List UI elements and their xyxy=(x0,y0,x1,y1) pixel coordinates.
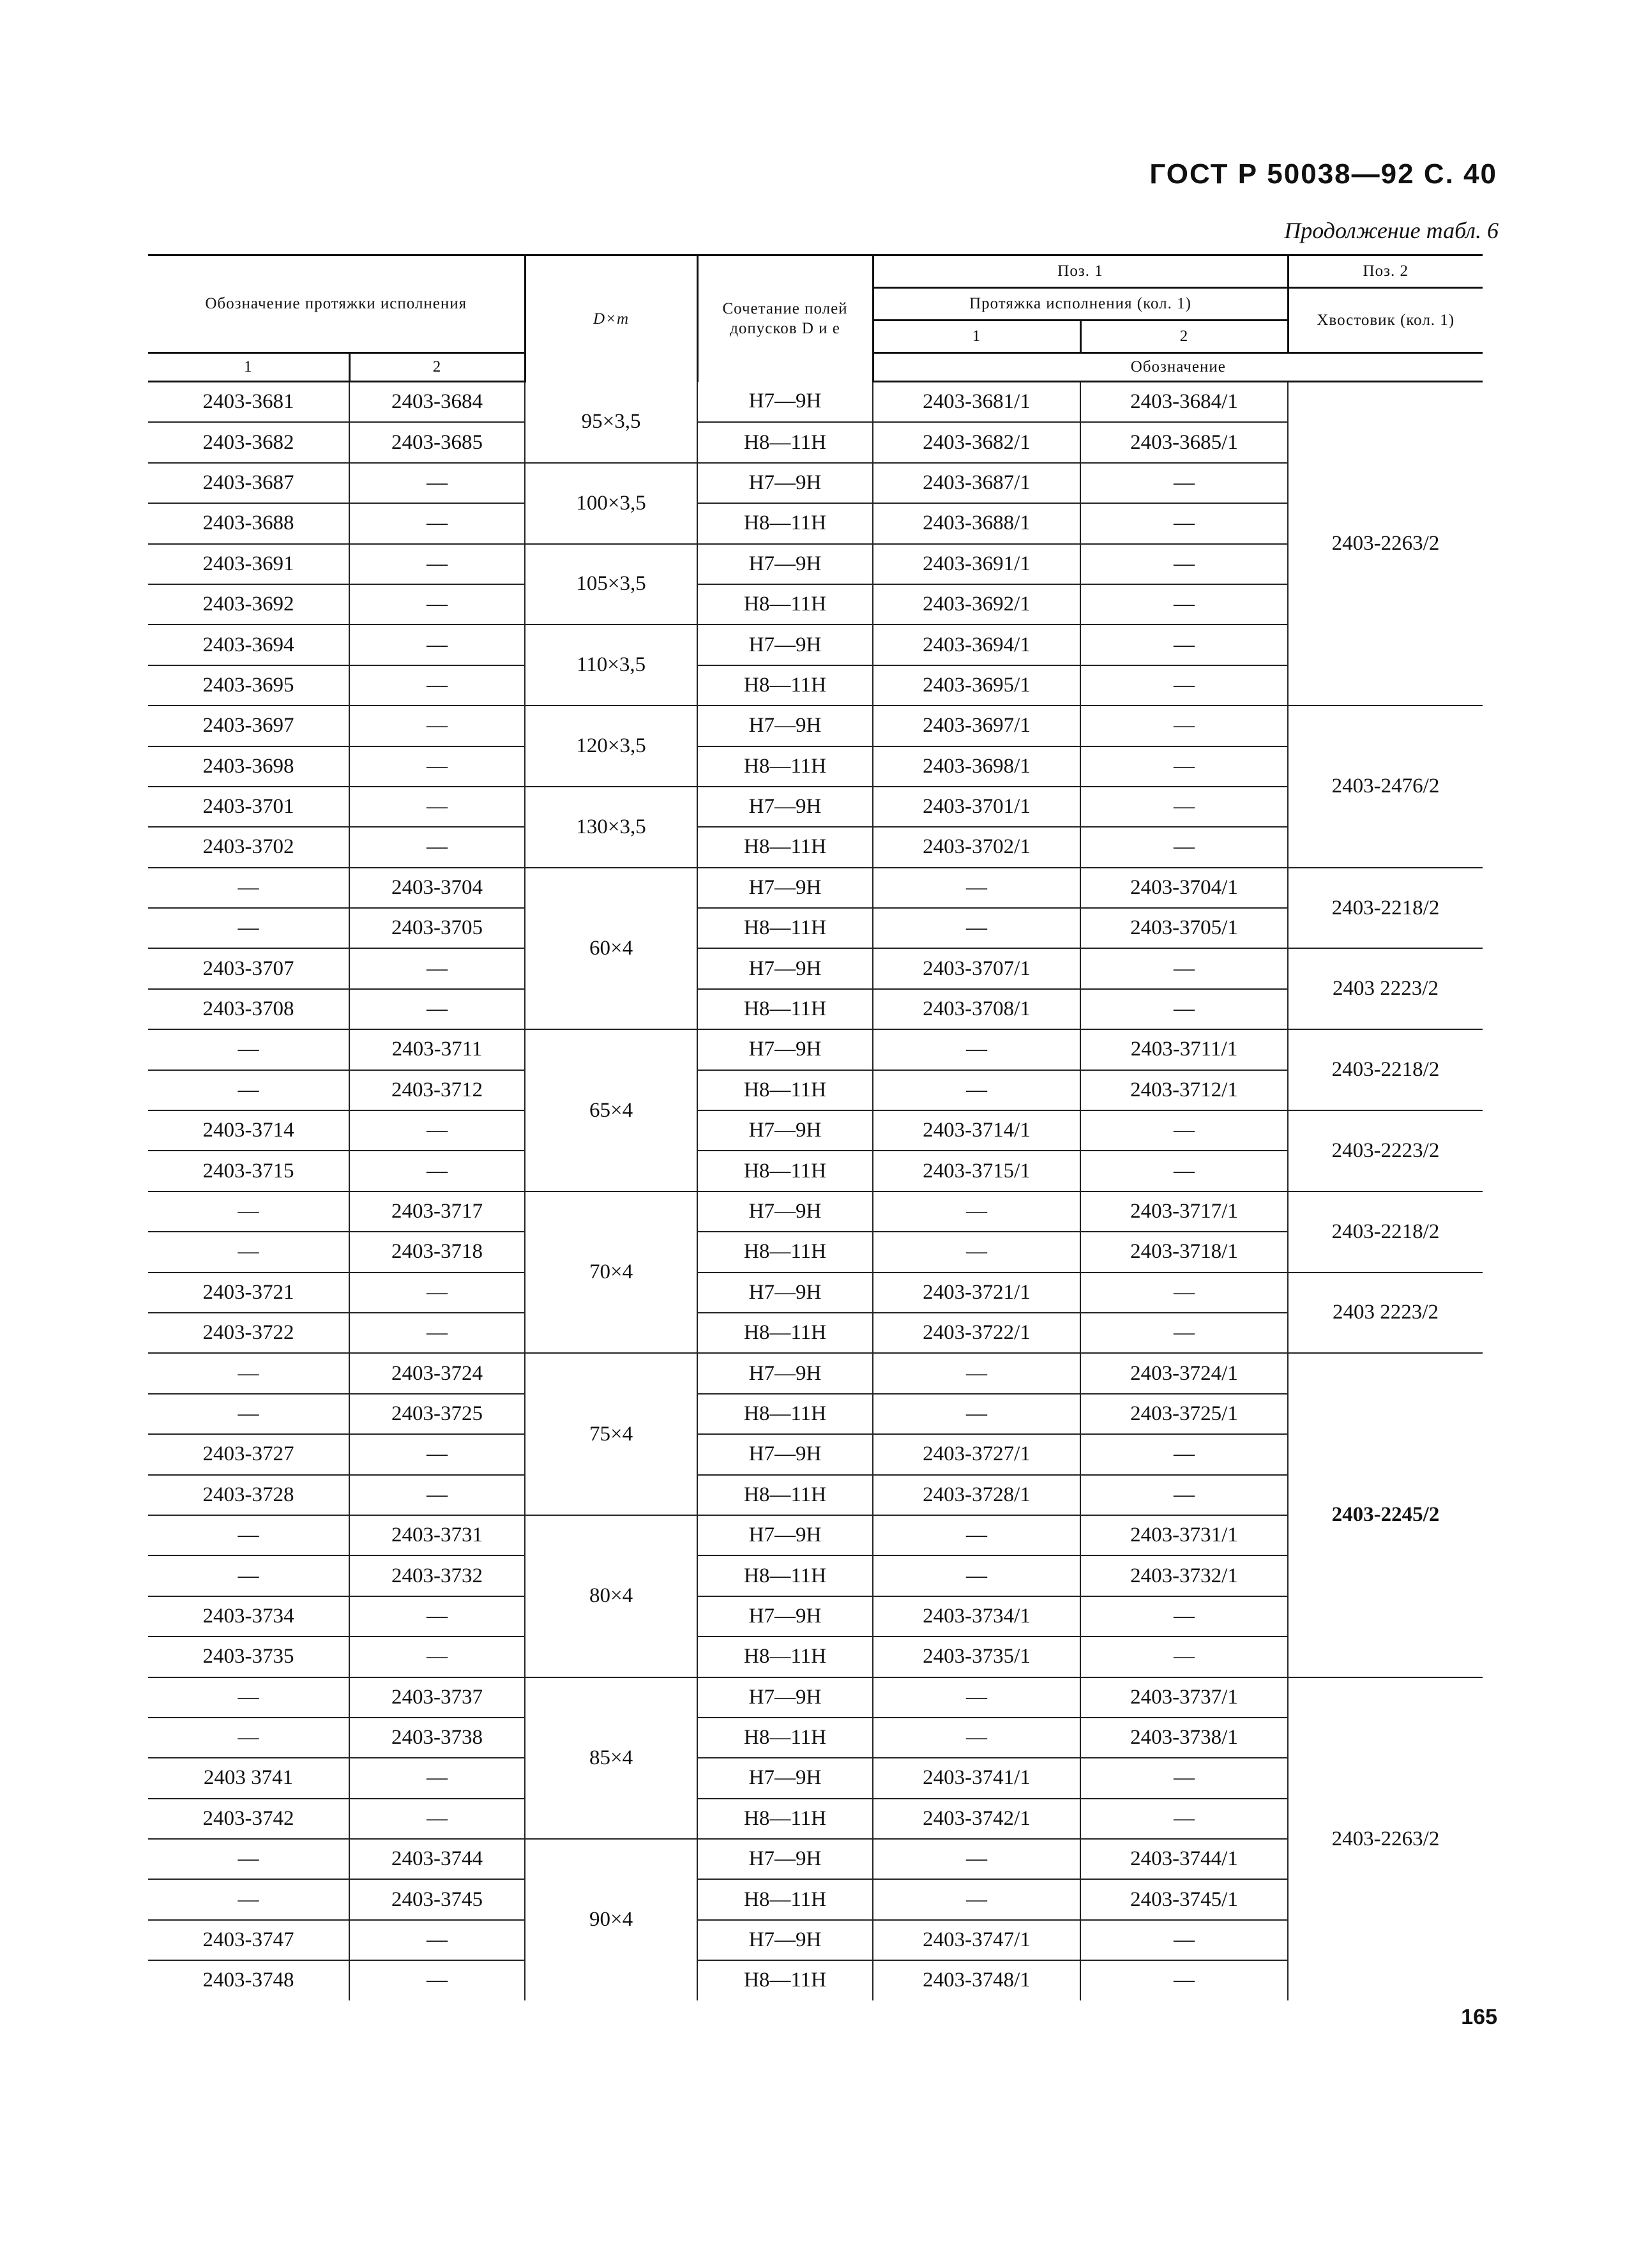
cell-tolerance: H8—11H xyxy=(697,1799,873,1839)
cell-tolerance: H7—9H xyxy=(697,463,873,503)
cell-tolerance: H8—11H xyxy=(697,1637,873,1677)
cell-col1: 2403-3681 xyxy=(148,382,349,423)
header-dxm: D×m xyxy=(525,255,697,382)
cell-shank: 2403-2218/2 xyxy=(1288,868,1483,949)
table-row xyxy=(148,1596,1483,1637)
cell-pos1-col2: — xyxy=(1080,1758,1288,1798)
table-row xyxy=(148,1070,1483,1110)
cell-shank: 2403-2245/2 xyxy=(1288,1353,1483,1677)
cell-pos1-col1: 2403-3687/1 xyxy=(873,463,1080,503)
cell-col2: — xyxy=(349,1110,525,1151)
cell-dxm: 80×4 xyxy=(525,1515,697,1677)
cell-pos1-col2: — xyxy=(1080,1151,1288,1191)
cell-col1: 2403-3694 xyxy=(148,624,349,665)
table-row xyxy=(148,1029,1483,1070)
cell-tolerance: H8—11H xyxy=(697,908,873,948)
cell-col2: — xyxy=(349,1799,525,1839)
cell-col2: 2403-3745 xyxy=(349,1879,525,1919)
cell-tolerance: H8—11H xyxy=(697,422,873,462)
cell-col2: — xyxy=(349,1960,525,2000)
cell-col1: — xyxy=(148,1029,349,1070)
cell-col1: 2403-3687 xyxy=(148,463,349,503)
cell-tolerance: H8—11H xyxy=(697,1555,873,1596)
cell-pos1-col1: 2403-3748/1 xyxy=(873,1960,1080,2000)
cell-tolerance: H8—11H xyxy=(697,1070,873,1110)
cell-col1: 2403-3701 xyxy=(148,787,349,827)
cell-pos1-col2: — xyxy=(1080,1434,1288,1474)
cell-col2: — xyxy=(349,463,525,503)
table-row xyxy=(148,1151,1483,1191)
table-row xyxy=(148,1353,1483,1393)
page-title: ГОСТ Р 50038—92 С. 40 xyxy=(1149,158,1497,190)
cell-col2: — xyxy=(349,827,525,867)
cell-col1: — xyxy=(148,1555,349,1596)
cell-pos1-col2: 2403-3724/1 xyxy=(1080,1353,1288,1393)
cell-pos1-col2: 2403-3685/1 xyxy=(1080,422,1288,462)
table-row xyxy=(148,1799,1483,1839)
cell-col2: — xyxy=(349,1434,525,1474)
cell-dxm: 110×3,5 xyxy=(525,624,697,706)
table-row xyxy=(148,584,1483,624)
table-row xyxy=(148,382,1483,423)
cell-col1: 2403-3748 xyxy=(202,1969,294,1992)
cell-col2: 2403-3724 xyxy=(349,1353,525,1393)
cell-col1: 2403-3698 xyxy=(148,746,349,787)
cell-col1: 2403-3722 xyxy=(148,1313,349,1353)
cell-col1: — xyxy=(148,1232,349,1272)
cell-col2: 2403-3731 xyxy=(349,1515,525,1555)
cell-pos1-col1: — xyxy=(873,1232,1080,1272)
table-row xyxy=(148,1677,1483,1718)
cell-tolerance: H8—11H xyxy=(697,1718,873,1758)
cell-tolerance: H8—11H xyxy=(697,1960,873,2000)
table-body xyxy=(148,382,1483,2000)
cell-col2: — xyxy=(349,624,525,665)
table-row xyxy=(148,544,1483,584)
page-number: 165 xyxy=(1461,2005,1497,2029)
cell-pos1-col1: 2403-3697/1 xyxy=(873,706,1080,746)
cell-dxm: 65×4 xyxy=(525,1029,697,1191)
cell-shank: 2403 2223/2 xyxy=(1288,1273,1483,1354)
cell-pos1-col1: 2403-3695/1 xyxy=(873,665,1080,706)
header-pos1-broach: Протяжка исполнения (кол. 1) xyxy=(873,288,1288,321)
table-header xyxy=(148,255,1483,382)
cell-col2: — xyxy=(349,948,525,988)
table-row xyxy=(148,1191,1483,1232)
cell-pos1-col2: — xyxy=(1080,1596,1288,1637)
cell-pos1-col1: 2403-3682/1 xyxy=(873,422,1080,462)
cell-pos1-col1: 2403-3688/1 xyxy=(873,503,1080,543)
cell-col2: 2403-3711 xyxy=(349,1029,525,1070)
cell-col1: — xyxy=(148,908,349,948)
cell-col1: 2403-3721 xyxy=(148,1273,349,1313)
cell-col2: — xyxy=(349,1758,525,1798)
cell-pos1-col1: 2403-3691/1 xyxy=(873,544,1080,584)
cell-pos1-col2: — xyxy=(1080,989,1288,1029)
cell-dxm: 75×4 xyxy=(525,1353,697,1515)
cell-col1: 2403 3741 xyxy=(148,1758,349,1798)
cell-pos1-col1: — xyxy=(873,1718,1080,1758)
table-row xyxy=(148,1555,1483,1596)
cell-tolerance: H7—9H xyxy=(697,1353,873,1393)
cell-pos1-col2: 2403-3717/1 xyxy=(1080,1191,1288,1232)
header-pos2: Поз. 2 xyxy=(1288,255,1483,288)
cell-col2: — xyxy=(349,787,525,827)
cell-tolerance: H8—11H xyxy=(697,1394,873,1434)
cell-pos1-col2: 2403-3738/1 xyxy=(1080,1718,1288,1758)
cell-pos1-col1: 2403-3708/1 xyxy=(873,989,1080,1029)
cell-col2: 2403-3732 xyxy=(349,1555,525,1596)
table-row xyxy=(148,706,1483,746)
cell-col1: 2403-3747 xyxy=(148,1920,349,1960)
cell-col1: — xyxy=(148,868,349,908)
cell-pos1-col1: — xyxy=(873,1555,1080,1596)
cell-tolerance: H7—9H xyxy=(697,868,873,908)
cell-tolerance: H7—9H xyxy=(697,1839,873,1879)
cell-pos1-col2: — xyxy=(1080,1920,1288,1960)
cell-pos1-col2: 2403-3744/1 xyxy=(1080,1839,1288,1879)
cell-pos1-col1: — xyxy=(873,1394,1080,1434)
cell-pos1-col2: — xyxy=(1080,1799,1288,1839)
header-tolerance: Сочетание полей допусков D и e xyxy=(697,255,873,382)
table-row xyxy=(148,746,1483,787)
cell-pos1-col2: 2403-3705/1 xyxy=(1080,908,1288,948)
cell-pos1-col2: 2403-3684/1 xyxy=(1080,382,1288,423)
cell-col1: 2403-3708 xyxy=(148,989,349,1029)
cell-dxm: 120×3,5 xyxy=(525,706,697,787)
cell-shank: 2403-2263/2 xyxy=(1288,1677,1483,2000)
cell-pos1-col1: 2403-3701/1 xyxy=(873,787,1080,827)
cell-tolerance: H7—9H xyxy=(697,624,873,665)
cell-col1: 2403-3728 xyxy=(148,1475,349,1515)
cell-dxm: 70×4 xyxy=(525,1191,697,1354)
cell-col2: 2403-3704 xyxy=(349,868,525,908)
cell-dxm: 90×4 xyxy=(525,1839,697,2000)
cell-pos1-col1: 2403-3728/1 xyxy=(873,1475,1080,1515)
cell-pos1-col1: — xyxy=(873,868,1080,908)
table-row xyxy=(148,908,1483,948)
cell-pos1-col1: 2403-3735/1 xyxy=(873,1637,1080,1677)
cell-pos1-col2: — xyxy=(1080,1110,1288,1151)
cell-shank: 2403-2218/2 xyxy=(1288,1191,1483,1273)
cell-pos1-col2: — xyxy=(1080,1960,1288,2000)
cell-pos1-col2: — xyxy=(1080,787,1288,827)
cell-pos1-col1: 2403-3734/1 xyxy=(873,1596,1080,1637)
cell-pos1-col2: — xyxy=(1080,624,1288,665)
cell-tolerance: H8—11H xyxy=(697,827,873,867)
cell-tolerance: H8—11H xyxy=(697,1151,873,1191)
cell-tolerance: H8—11H xyxy=(697,584,873,624)
header-designation: Обозначение протяжки исполнения xyxy=(148,255,525,353)
cell-col1: — xyxy=(148,1353,349,1393)
table-continuation-note: Продолжение табл. 6 xyxy=(1284,218,1499,243)
cell-tolerance: H8—11H xyxy=(697,503,873,543)
cell-dxm: 95×3,5 xyxy=(525,382,697,463)
cell-col1: 2403-3727 xyxy=(148,1434,349,1474)
cell-pos1-col2: 2403-3718/1 xyxy=(1080,1232,1288,1272)
cell-dxm: 130×3,5 xyxy=(525,787,697,868)
cell-tolerance: H8—11H xyxy=(697,1313,873,1353)
cell-tolerance: H7—9H xyxy=(697,1920,873,1960)
table-row xyxy=(148,422,1483,462)
cell-pos1-col2: — xyxy=(1080,665,1288,706)
cell-col2: — xyxy=(349,706,525,746)
table-row xyxy=(148,787,1483,827)
cell-pos1-col1: 2403-3694/1 xyxy=(873,624,1080,665)
cell-pos1-col1: 2403-3722/1 xyxy=(873,1313,1080,1353)
cell-col1: 2403-3707 xyxy=(148,948,349,988)
cell-col2: — xyxy=(349,503,525,543)
cell-col1: 2403-3688 xyxy=(148,503,349,543)
cell-pos1-col2: 2403-3731/1 xyxy=(1080,1515,1288,1555)
cell-pos1-col2: — xyxy=(1080,1475,1288,1515)
cell-pos1-col1: 2403-3692/1 xyxy=(873,584,1080,624)
cell-pos1-col1: 2403-3721/1 xyxy=(873,1273,1080,1313)
cell-col1: 2403-3734 xyxy=(148,1596,349,1637)
cell-pos1-col1: — xyxy=(873,908,1080,948)
cell-col1: — xyxy=(148,1718,349,1758)
cell-col1: 2403-3697 xyxy=(148,706,349,746)
cell-tolerance: H7—9H xyxy=(697,544,873,584)
cell-col1: 2403-3682 xyxy=(148,422,349,462)
cell-pos1-col2: — xyxy=(1080,746,1288,787)
cell-col2: 2403-3712 xyxy=(349,1070,525,1110)
header-pos1-col-1: 1 xyxy=(873,321,1080,353)
cell-pos1-col2: — xyxy=(1080,1313,1288,1353)
cell-tolerance: H8—11H xyxy=(697,1475,873,1515)
table-row xyxy=(148,1637,1483,1677)
cell-pos1-col2: — xyxy=(1080,463,1288,503)
cell-pos1-col2: — xyxy=(1080,1637,1288,1677)
cell-dxm: 100×3,5 xyxy=(525,463,697,544)
cell-pos1-col1: — xyxy=(873,1353,1080,1393)
cell-tolerance: H7—9H xyxy=(697,1596,873,1637)
cell-col2: — xyxy=(349,746,525,787)
header-pos1-col-2: 2 xyxy=(1080,321,1288,353)
table-row xyxy=(148,1960,1483,2000)
cell-pos1-col2: — xyxy=(1080,706,1288,746)
cell-col1: 2403-3692 xyxy=(148,584,349,624)
table-row xyxy=(148,1879,1483,1919)
cell-dxm: 85×4 xyxy=(525,1677,697,1840)
table-row xyxy=(148,463,1483,503)
table-row xyxy=(148,1920,1483,1960)
cell-col1: — xyxy=(148,1839,349,1879)
cell-shank: 2403 2223/2 xyxy=(1288,948,1483,1029)
cell-tolerance: H7—9H xyxy=(697,1273,873,1313)
cell-col1: 2403-3714 xyxy=(148,1110,349,1151)
cell-col1: — xyxy=(148,1677,349,1718)
cell-tolerance: H8—11H xyxy=(697,746,873,787)
table-row xyxy=(148,989,1483,1029)
cell-pos1-col2: — xyxy=(1080,948,1288,988)
cell-tolerance: H7—9H xyxy=(697,1677,873,1718)
cell-col2: 2403-3737 xyxy=(349,1677,525,1718)
table-row xyxy=(148,1515,1483,1555)
cell-pos1-col2: 2403-3711/1 xyxy=(1080,1029,1288,1070)
cell-col2: 2403-3738 xyxy=(349,1718,525,1758)
cell-dxm: 60×4 xyxy=(525,868,697,1030)
cell-col2: 2403-3717 xyxy=(349,1191,525,1232)
cell-pos1-col1: — xyxy=(873,1029,1080,1070)
cell-tolerance: H7—9H xyxy=(697,1515,873,1555)
cell-tolerance: H7—9H xyxy=(697,787,873,827)
cell-shank: 2403-2223/2 xyxy=(1288,1110,1483,1191)
table-row xyxy=(148,1434,1483,1474)
cell-col2: 2403-3725 xyxy=(349,1394,525,1434)
cell-pos1-col1: 2403-3742/1 xyxy=(873,1799,1080,1839)
cell-pos1-col1: 2403-3715/1 xyxy=(873,1151,1080,1191)
cell-col2: 2403-3718 xyxy=(349,1232,525,1272)
cell-col2: — xyxy=(349,1475,525,1515)
cell-pos1-col1: — xyxy=(873,1839,1080,1879)
cell-shank: 2403-2218/2 xyxy=(1288,1029,1483,1110)
table-row xyxy=(148,624,1483,665)
cell-pos1-col2: 2403-3732/1 xyxy=(1080,1555,1288,1596)
cell-pos1-col1: 2403-3702/1 xyxy=(873,827,1080,867)
cell-col2: — xyxy=(349,1920,525,1960)
cell-pos1-col1: — xyxy=(873,1879,1080,1919)
cell-pos1-col1: — xyxy=(873,1191,1080,1232)
cell-pos1-col1: 2403-3727/1 xyxy=(873,1434,1080,1474)
cell-pos1-col1: 2403-3681/1 xyxy=(873,382,1080,423)
table-row xyxy=(148,948,1483,988)
cell-tolerance: H7—9H xyxy=(697,1110,873,1151)
header-col-1: 1 xyxy=(148,353,349,382)
header-col-2: 2 xyxy=(349,353,525,382)
cell-pos1-col2: 2403-3712/1 xyxy=(1080,1070,1288,1110)
cell-col1: 2403-3735 xyxy=(148,1637,349,1677)
cell-pos1-col2: 2403-3704/1 xyxy=(1080,868,1288,908)
cell-tolerance: H7—9H xyxy=(697,1434,873,1474)
cell-tolerance: H7—9H xyxy=(697,706,873,746)
cell-col2: — xyxy=(349,1637,525,1677)
cell-tolerance: H7—9H xyxy=(697,1191,873,1232)
cell-pos1-col2: — xyxy=(1080,584,1288,624)
cell-col1: 2403-3691 xyxy=(148,544,349,584)
table-row xyxy=(148,1758,1483,1798)
cell-pos1-col1: — xyxy=(873,1677,1080,1718)
header-designation-bottom: Обозначение xyxy=(873,353,1483,382)
cell-dxm: 105×3,5 xyxy=(525,544,697,625)
cell-pos1-col2: 2403-3745/1 xyxy=(1080,1879,1288,1919)
table-row xyxy=(148,868,1483,908)
header-pos1: Поз. 1 xyxy=(873,255,1288,288)
cell-col2: — xyxy=(349,1313,525,1353)
table-row xyxy=(148,1394,1483,1434)
header-pos2-shank: Хвостовик (кол. 1) xyxy=(1288,288,1483,353)
cell-col1: — xyxy=(148,1394,349,1434)
cell-tolerance: H7—9H xyxy=(697,1029,873,1070)
cell-pos1-col2: — xyxy=(1080,544,1288,584)
cell-pos1-col1: 2403-3747/1 xyxy=(873,1920,1080,1960)
cell-pos1-col1: 2403-3707/1 xyxy=(873,948,1080,988)
cell-pos1-col1: 2403-3741/1 xyxy=(873,1758,1080,1798)
cell-shank: 2403-2263/2 xyxy=(1288,382,1483,706)
cell-col2: — xyxy=(349,665,525,706)
cell-pos1-col2: 2403-3725/1 xyxy=(1080,1394,1288,1434)
table-row xyxy=(148,1273,1483,1313)
cell-col1: — xyxy=(148,1515,349,1555)
table-row xyxy=(148,1718,1483,1758)
cell-col1: 2403-3695 xyxy=(148,665,349,706)
table-row xyxy=(148,1475,1483,1515)
cell-tolerance: H7—9H xyxy=(697,382,873,423)
table-row xyxy=(148,1232,1483,1272)
cell-col2: 2403-3705 xyxy=(349,908,525,948)
cell-col2: 2403-3744 xyxy=(349,1839,525,1879)
cell-tolerance: H7—9H xyxy=(697,1758,873,1798)
cell-pos1-col1: — xyxy=(873,1070,1080,1110)
cell-pos1-col2: — xyxy=(1080,1273,1288,1313)
cell-col2: — xyxy=(349,1151,525,1191)
cell-shank: 2403-2476/2 xyxy=(1288,706,1483,868)
table-row xyxy=(148,827,1483,867)
cell-col2: — xyxy=(349,1596,525,1637)
cell-col2: — xyxy=(349,544,525,584)
cell-tolerance: H8—11H xyxy=(697,665,873,706)
table-row xyxy=(148,1313,1483,1353)
cell-pos1-col1: 2403-3698/1 xyxy=(873,746,1080,787)
table-row xyxy=(148,503,1483,543)
table-row xyxy=(148,1839,1483,1879)
cell-col2: — xyxy=(349,584,525,624)
table-row xyxy=(148,1110,1483,1151)
cell-tolerance: H8—11H xyxy=(697,1879,873,1919)
cell-col1: 2403-3715 xyxy=(148,1151,349,1191)
cell-col1: — xyxy=(148,1191,349,1232)
cell-pos1-col2: — xyxy=(1080,827,1288,867)
cell-pos1-col1: — xyxy=(873,1515,1080,1555)
cell-pos1-col2: — xyxy=(1080,503,1288,543)
table-row xyxy=(148,665,1483,706)
cell-col1: — xyxy=(148,1070,349,1110)
cell-tolerance: H8—11H xyxy=(697,1232,873,1272)
cell-tolerance: H8—11H xyxy=(697,989,873,1029)
cell-col1: — xyxy=(148,1879,349,1919)
cell-pos1-col2: 2403-3737/1 xyxy=(1080,1677,1288,1718)
cell-col1: 2403-3702 xyxy=(148,827,349,867)
cell-col2: — xyxy=(349,989,525,1029)
broach-designation-table xyxy=(148,254,1483,2000)
cell-tolerance: H7—9H xyxy=(697,948,873,988)
cell-col2: — xyxy=(349,1273,525,1313)
cell-col2: 2403-3685 xyxy=(349,422,525,462)
cell-pos1-col1: 2403-3714/1 xyxy=(873,1110,1080,1151)
cell-col1: 2403-3742 xyxy=(148,1799,349,1839)
cell-col2: 2403-3684 xyxy=(349,382,525,423)
